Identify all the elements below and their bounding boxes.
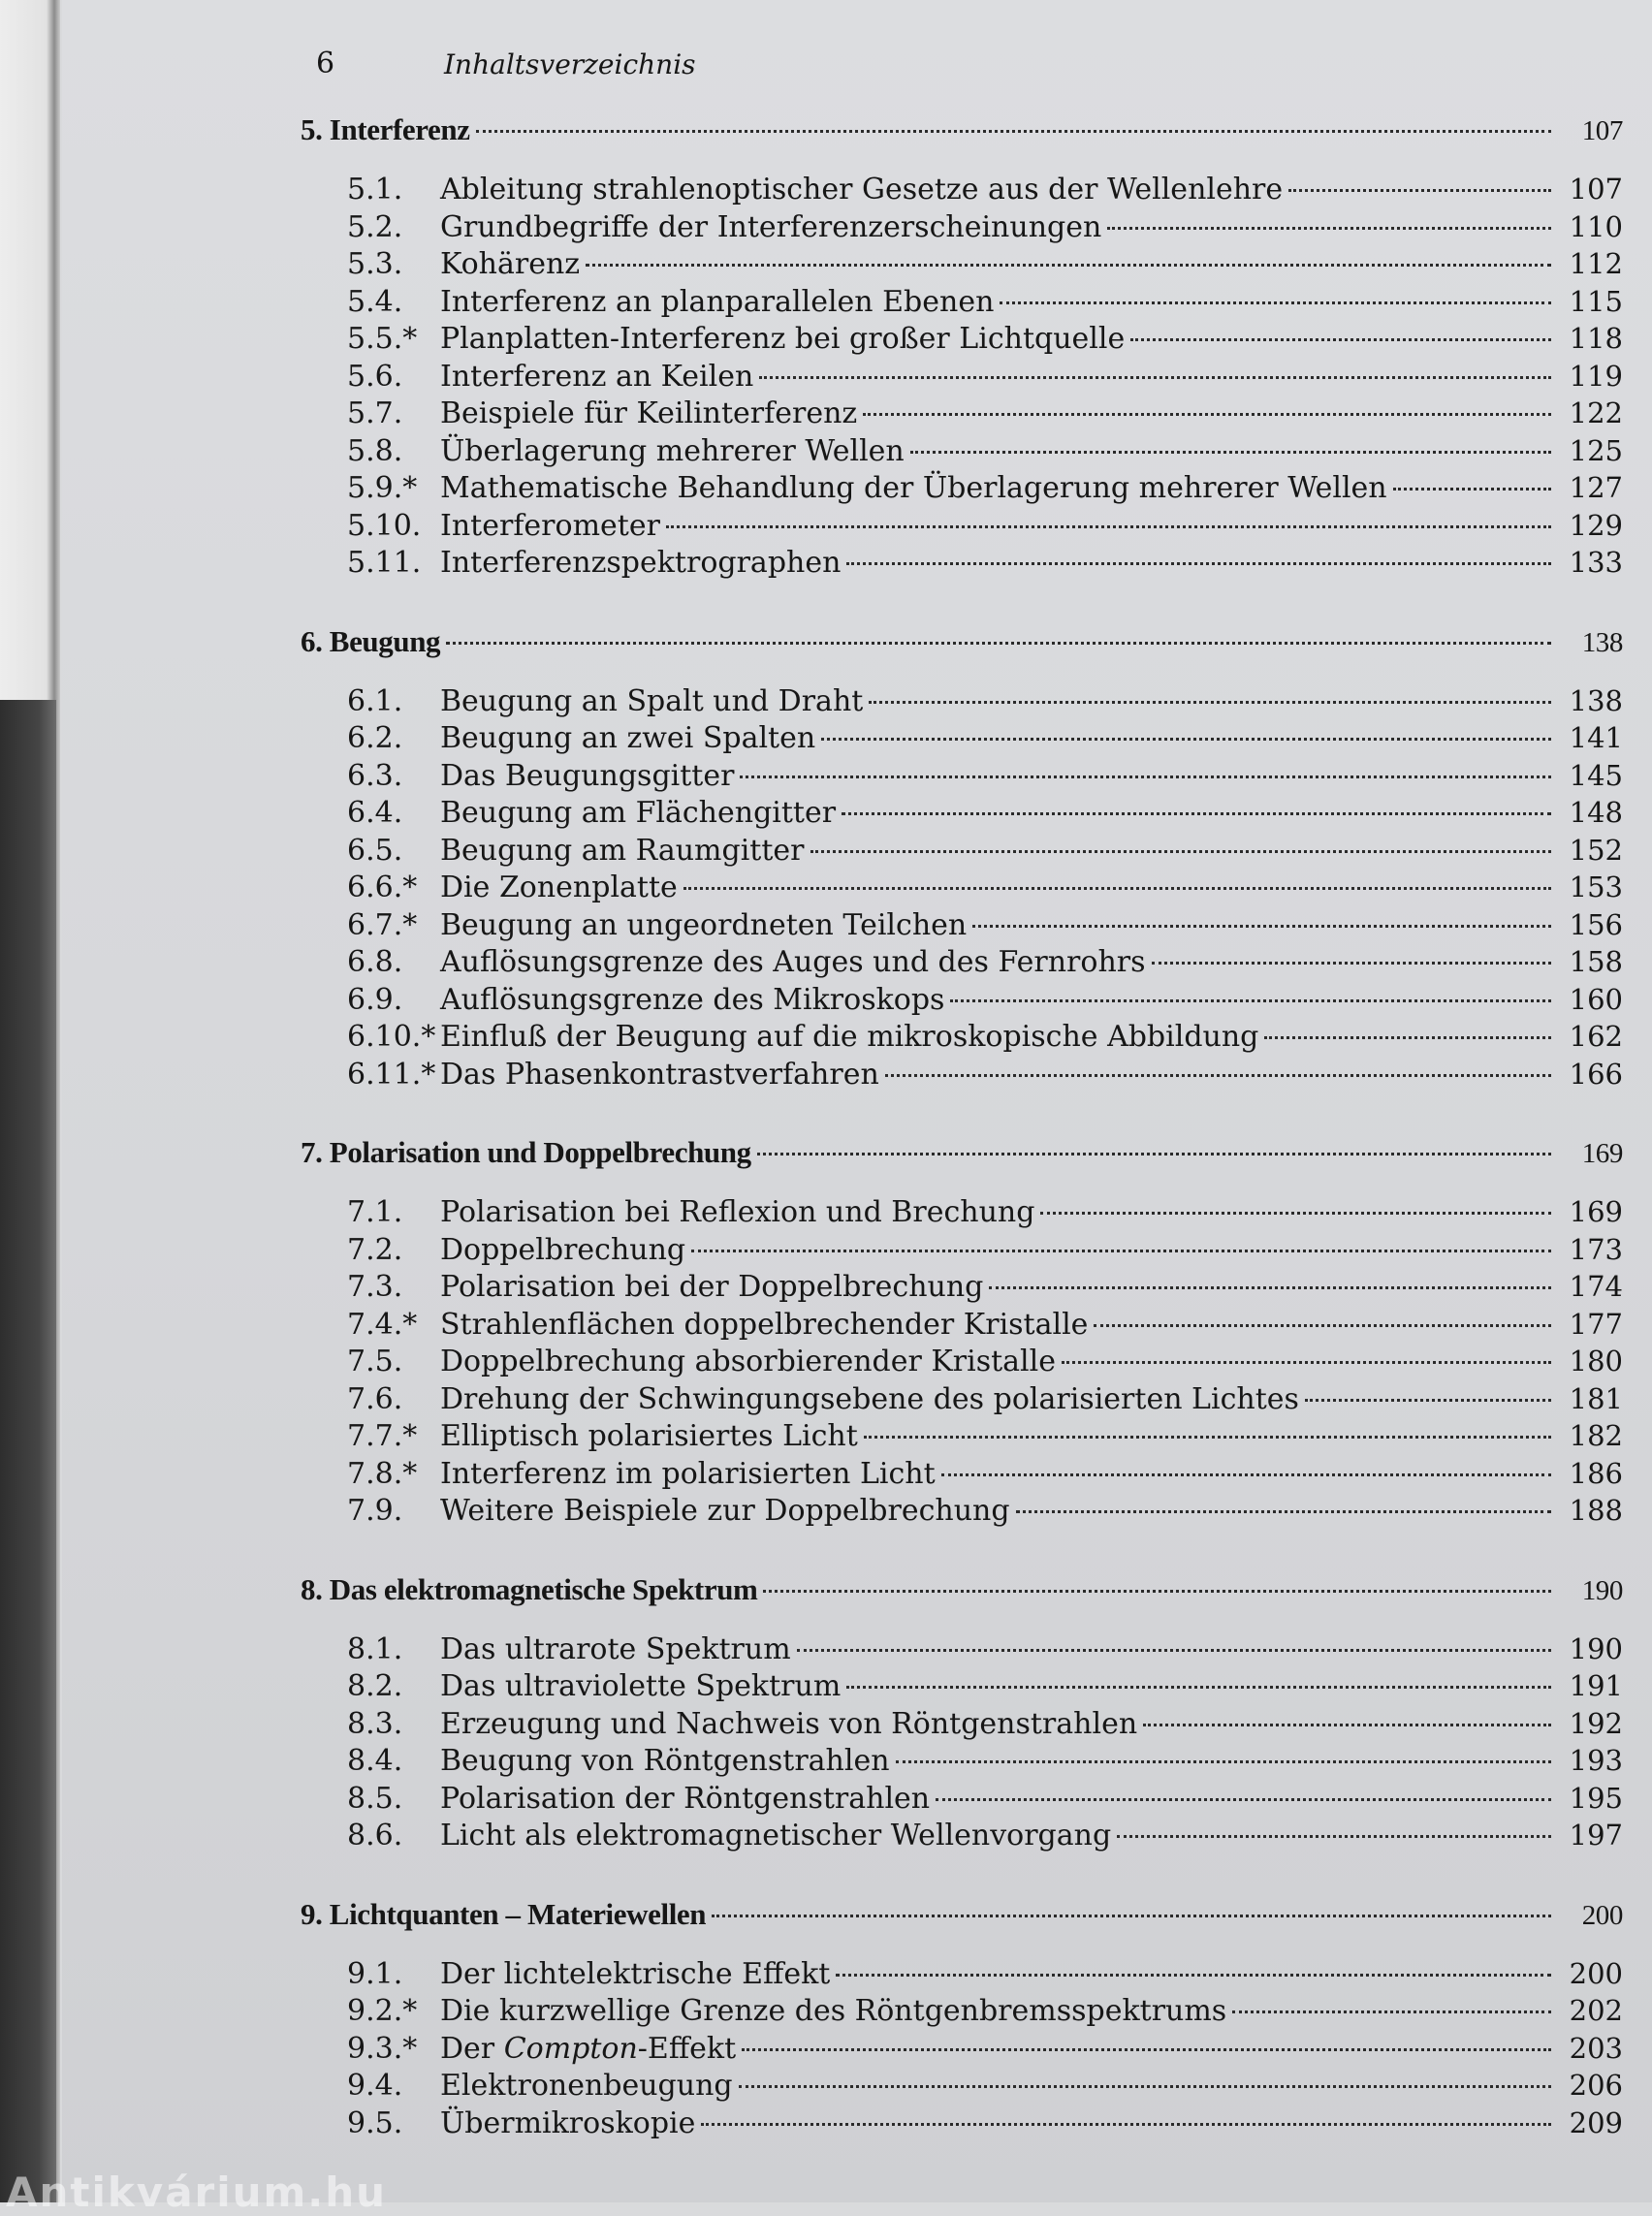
- section-number: 9.5.: [347, 2105, 403, 2140]
- dot-leader: [1393, 488, 1551, 491]
- section-page-number: 115: [1569, 284, 1623, 318]
- section-number: 8.1.: [347, 1631, 403, 1666]
- section-page-number: 160: [1569, 982, 1623, 1016]
- section-title: Überlagerung mehrerer Wellen: [440, 433, 905, 468]
- toc-entry: [301, 2069, 1623, 2106]
- section-title: Elektronenbeugung: [440, 2069, 733, 2103]
- section-page-number: 107: [1569, 173, 1623, 206]
- dot-leader: [941, 1473, 1551, 1476]
- dot-leader: [885, 1074, 1551, 1077]
- section-number: 9.3.*: [347, 2031, 418, 2066]
- section-number: 6.8.: [347, 945, 403, 979]
- dot-leader: [896, 1760, 1551, 1763]
- section-title: Erzeugung und Nachweis von Röntgenstrahlen: [440, 1706, 1138, 1741]
- section-page-number: 145: [1569, 758, 1623, 792]
- section-title: Das ultraviolette Spektrum: [440, 1669, 842, 1703]
- toc-entry: [301, 210, 1623, 248]
- dot-leader: [836, 1974, 1551, 1977]
- section-title: Das Beugungsgitter: [440, 758, 735, 793]
- section-page-number: 118: [1569, 322, 1623, 355]
- adjacent-page-shadow: [0, 700, 56, 2202]
- dot-leader: [1000, 301, 1551, 304]
- toc-entry: [301, 1270, 1623, 1308]
- section-number: 5.2.: [347, 209, 403, 244]
- section-page-number: 125: [1569, 433, 1623, 467]
- section-number: 5.1.: [347, 173, 403, 206]
- section-title: Elliptisch polarisiertes Licht: [440, 1419, 858, 1453]
- toc-entry: [301, 721, 1623, 759]
- section-title: Interferenz an Keilen: [440, 359, 754, 394]
- section-number: 5.4.: [347, 284, 403, 319]
- section-number: 6.6.*: [347, 871, 418, 904]
- toc-entry: [301, 1669, 1623, 1707]
- toc-entry: [301, 1744, 1623, 1782]
- toc-entry: [301, 322, 1623, 360]
- toc-entry: [301, 1382, 1623, 1420]
- section-number: 7.2.: [347, 1232, 403, 1267]
- section-title: Strahlenflächen doppelbrechender Kristalle: [440, 1307, 1089, 1342]
- dot-leader: [910, 451, 1551, 454]
- section-number: 6.2.: [347, 721, 403, 755]
- toc-entry: [301, 2106, 1623, 2144]
- section-title: Auflösungsgrenze des Mikroskops: [440, 982, 945, 1017]
- section-page-number: 153: [1569, 871, 1623, 903]
- toc-entry: [301, 1707, 1623, 1745]
- section-title: Beugung am Flächengitter: [440, 796, 837, 830]
- toc-entry: [301, 285, 1623, 323]
- section-title: Polarisation der Röntgenstrahlen: [440, 1781, 931, 1816]
- dot-leader: [1062, 1361, 1551, 1364]
- section-title: Doppelbrechung absorbierender Kristalle: [440, 1345, 1056, 1378]
- section-number: 5.10.: [347, 508, 422, 543]
- toc-entry: [301, 1457, 1623, 1495]
- section-page-number: 119: [1569, 359, 1623, 393]
- section-title: Einfluß der Beugung auf die mikroskopische Abbildung: [440, 1020, 1259, 1054]
- section-title: Der lichtelektrische Effekt: [440, 1956, 831, 1991]
- section-number: 6.5.: [347, 833, 403, 868]
- toc-entry: [301, 434, 1623, 472]
- chapter-page-number: 138: [1581, 626, 1623, 658]
- toc-entry: [301, 1020, 1623, 1058]
- chapter-page-number: 107: [1581, 115, 1623, 146]
- section-number: 6.1.: [347, 683, 403, 718]
- section-title: Interferometer: [440, 508, 660, 543]
- toc-entry: [301, 908, 1623, 946]
- section-title: Beugung an zwei Spalten: [440, 721, 816, 755]
- dot-leader: [763, 1590, 1551, 1593]
- section-page-number: 173: [1569, 1232, 1623, 1266]
- toc-entry: [301, 471, 1623, 509]
- section-title: Beugung an ungeordneten Teilchen: [440, 907, 968, 942]
- dot-leader: [1107, 227, 1551, 230]
- table-of-contents: [301, 112, 1623, 2143]
- section-title: Die kurzwellige Grenze des Röntgenbremsspektrums: [440, 1994, 1227, 2028]
- dot-leader: [972, 925, 1551, 928]
- section-page-number: 203: [1569, 2031, 1623, 2065]
- dot-leader: [476, 130, 1551, 133]
- section-title: Interferenzspektrographen: [440, 546, 842, 580]
- toc-entry: [301, 1494, 1623, 1532]
- dot-leader: [1117, 1835, 1551, 1838]
- section-number: 7.9.: [347, 1494, 403, 1528]
- section-page-number: 152: [1569, 833, 1623, 867]
- section-page-number: 206: [1569, 2069, 1623, 2102]
- toc-entry: [301, 1819, 1623, 1856]
- section-number: 5.9.*: [347, 471, 418, 505]
- dot-leader: [846, 562, 1551, 565]
- section-page-number: 166: [1569, 1057, 1623, 1091]
- dot-leader: [869, 701, 1551, 704]
- section-page-number: 129: [1569, 508, 1623, 542]
- section-title: Auflösungsgrenze des Auges und des Fernrohrs: [440, 945, 1146, 979]
- section-title: Der Compton-Effekt: [440, 2031, 737, 2066]
- section-number: 7.4.*: [347, 1307, 418, 1342]
- chapter-title: 8. Das elektromagnetische Spektrum: [301, 1571, 758, 1606]
- toc-entry: [301, 759, 1623, 797]
- section-page-number: 209: [1569, 2105, 1623, 2139]
- section-number: 7.3.: [347, 1270, 403, 1304]
- section-title: Planplatten-Interferenz bei großer Lichtquelle: [440, 322, 1126, 356]
- section-page-number: 193: [1569, 1744, 1623, 1777]
- section-title: Übermikroskopie: [440, 2105, 696, 2140]
- section-page-number: 162: [1569, 1020, 1623, 1053]
- section-page-number: 197: [1569, 1819, 1623, 1852]
- section-title: Beugung von Röntgenstrahlen: [440, 1744, 890, 1778]
- chapter-title: 6. Beugung: [301, 623, 441, 658]
- toc-entry: [301, 684, 1623, 722]
- section-page-number: 141: [1569, 721, 1623, 754]
- section-page-number: 182: [1569, 1419, 1623, 1452]
- toc-entry: [301, 546, 1623, 584]
- chapter-page-number: 190: [1581, 1574, 1623, 1606]
- section-title: Die Zonenplatte: [440, 871, 678, 904]
- section-number: 7.8.*: [347, 1456, 418, 1491]
- section-number: 7.5.: [347, 1345, 403, 1378]
- toc-entry: [301, 1058, 1623, 1095]
- section-number: 5.8.: [347, 433, 403, 468]
- toc-entry: [301, 1994, 1623, 2032]
- dot-leader: [1094, 1324, 1551, 1327]
- dot-leader: [989, 1286, 1551, 1289]
- section-page-number: 122: [1569, 396, 1623, 429]
- toc-entry: [301, 173, 1623, 210]
- dot-leader: [691, 1250, 1551, 1252]
- section-number: 7.7.*: [347, 1419, 418, 1453]
- section-number: 6.7.*: [347, 907, 418, 942]
- toc-entry: [301, 983, 1623, 1021]
- section-page-number: 156: [1569, 907, 1623, 941]
- chapter-heading: [301, 1897, 1623, 1934]
- section-page-number: 191: [1569, 1669, 1623, 1702]
- section-title: Interferenz an planparallelen Ebenen: [440, 284, 995, 319]
- section-title: Das ultrarote Spektrum: [440, 1631, 791, 1666]
- chapter-heading: [301, 1135, 1623, 1172]
- page-number: 6: [316, 47, 335, 80]
- chapter-title: 7. Polarisation und Doppelbrechung: [301, 1135, 751, 1169]
- section-title: Mathematische Behandlung der Überlagerung mehrerer Wellen: [440, 471, 1387, 505]
- chapter-page-number: 169: [1581, 1138, 1623, 1169]
- section-page-number: 177: [1569, 1307, 1623, 1341]
- section-number: 8.3.: [347, 1706, 403, 1741]
- section-page-number: 133: [1569, 546, 1623, 579]
- section-number: 5.6.: [347, 359, 403, 394]
- chapter-title: 5. Interferenz: [301, 112, 470, 146]
- toc-entry: [301, 509, 1623, 547]
- toc-entry: [301, 945, 1623, 983]
- dot-leader: [739, 2085, 1551, 2088]
- section-title: Interferenz im polarisierten Licht: [440, 1456, 936, 1491]
- dot-leader: [586, 264, 1551, 267]
- section-page-number: 112: [1569, 247, 1623, 280]
- section-page-number: 195: [1569, 1781, 1623, 1815]
- section-title: Polarisation bei Reflexion und Brechung: [440, 1195, 1035, 1229]
- dot-leader: [797, 1649, 1551, 1652]
- section-number: 5.5.*: [347, 322, 418, 356]
- toc-entry: [301, 1782, 1623, 1820]
- section-page-number: 148: [1569, 796, 1623, 829]
- toc-entry: [301, 871, 1623, 908]
- dot-leader: [446, 642, 1551, 645]
- dot-leader: [1040, 1212, 1551, 1215]
- section-page-number: 180: [1569, 1345, 1623, 1377]
- section-title: Grundbegriffe der Interferenzerscheinungen: [440, 209, 1102, 244]
- section-page-number: 200: [1569, 1956, 1623, 1990]
- section-title: Licht als elektromagnetischer Wellenvorgang: [440, 1819, 1112, 1852]
- section-number: 8.4.: [347, 1744, 403, 1778]
- section-number: 9.4.: [347, 2069, 403, 2103]
- dot-leader: [1232, 2010, 1551, 2013]
- section-number: 6.9.: [347, 982, 403, 1017]
- dot-leader: [759, 376, 1551, 379]
- section-number: 8.5.: [347, 1781, 403, 1816]
- dot-leader: [757, 1153, 1551, 1155]
- running-title: Inhaltsverzeichnis: [444, 48, 696, 80]
- toc-entry: [301, 1308, 1623, 1345]
- section-title: Beugung an Spalt und Draht: [440, 683, 864, 718]
- section-title: Drehung der Schwingungsebene des polarisierten Lichtes: [440, 1381, 1299, 1416]
- dot-leader: [701, 2123, 1551, 2126]
- section-title: Ableitung strahlenoptischer Gesetze aus der Wellenlehre: [440, 173, 1284, 206]
- section-title: Das Phasenkontrastverfahren: [440, 1057, 879, 1092]
- section-page-number: 190: [1569, 1631, 1623, 1665]
- chapter-title: 9. Lichtquanten – Materiewellen: [301, 1896, 707, 1931]
- dot-leader: [864, 1436, 1551, 1439]
- toc-entry: [301, 1345, 1623, 1382]
- section-number: 8.6.: [347, 1819, 403, 1852]
- section-title: Beispiele für Keilinterferenz: [440, 396, 858, 430]
- toc-entry: [301, 1233, 1623, 1271]
- section-number: 9.1.: [347, 1956, 403, 1991]
- section-number: 8.2.: [347, 1669, 403, 1703]
- dot-leader: [712, 1915, 1551, 1917]
- section-number: 7.6.: [347, 1381, 403, 1416]
- section-number: 6.11.*: [347, 1057, 436, 1092]
- book-page: [62, 0, 1652, 2202]
- toc-entry: [301, 834, 1623, 871]
- toc-entry: [301, 396, 1623, 434]
- section-number: 6.3.: [347, 758, 403, 793]
- section-page-number: 174: [1569, 1270, 1623, 1303]
- toc-entry: [301, 1632, 1623, 1670]
- toc-entry: [301, 796, 1623, 834]
- section-number: 5.3.: [347, 247, 403, 281]
- dot-leader: [666, 525, 1551, 528]
- section-page-number: 110: [1569, 209, 1623, 243]
- watermark-text: Antikvárium.hu: [6, 2169, 388, 2216]
- section-page-number: 188: [1569, 1494, 1623, 1527]
- toc-entry: [301, 1419, 1623, 1457]
- toc-entry: [301, 247, 1623, 285]
- section-page-number: 158: [1569, 945, 1623, 978]
- chapter-page-number: 200: [1581, 1899, 1623, 1931]
- section-number: 7.1.: [347, 1195, 403, 1229]
- toc-entry: [301, 2032, 1623, 2070]
- section-title: Weitere Beispiele zur Doppelbrechung: [440, 1494, 1010, 1528]
- dot-leader: [1288, 189, 1551, 192]
- section-title: Kohärenz: [440, 247, 581, 281]
- section-number: 9.2.*: [347, 1994, 418, 2028]
- dot-leader: [936, 1798, 1551, 1801]
- section-title: Polarisation bei der Doppelbrechung: [440, 1270, 984, 1304]
- toc-entry: [301, 360, 1623, 397]
- section-page-number: 138: [1569, 683, 1623, 717]
- chapter-heading: [301, 624, 1623, 661]
- section-number: 6.4.: [347, 796, 403, 830]
- dot-leader: [1305, 1399, 1551, 1402]
- chapter-heading: [301, 1572, 1623, 1609]
- dot-leader: [1152, 962, 1552, 965]
- dot-leader: [950, 999, 1551, 1002]
- dot-leader: [1130, 338, 1551, 341]
- section-number: 6.10.*: [347, 1020, 436, 1054]
- section-page-number: 169: [1569, 1195, 1623, 1228]
- chapter-heading: [301, 112, 1623, 149]
- dot-leader: [683, 887, 1551, 890]
- section-page-number: 192: [1569, 1706, 1623, 1740]
- section-page-number: 127: [1569, 471, 1623, 504]
- section-page-number: 202: [1569, 1994, 1623, 2027]
- section-number: 5.11.: [347, 546, 422, 580]
- dot-leader: [863, 413, 1551, 416]
- dot-leader: [1016, 1510, 1551, 1513]
- section-number: 5.7.: [347, 396, 403, 430]
- dot-leader: [1264, 1036, 1551, 1039]
- section-title: Doppelbrechung: [440, 1232, 686, 1267]
- toc-entry: [301, 1957, 1623, 1995]
- toc-entry: [301, 1195, 1623, 1233]
- section-page-number: 181: [1569, 1381, 1623, 1415]
- section-title: Beugung am Raumgitter: [440, 833, 805, 868]
- dot-leader: [1143, 1724, 1551, 1726]
- dot-leader: [742, 2048, 1551, 2051]
- dot-leader: [842, 812, 1551, 815]
- dot-leader: [846, 1686, 1551, 1689]
- section-page-number: 186: [1569, 1456, 1623, 1490]
- dot-leader: [821, 738, 1551, 741]
- dot-leader: [740, 776, 1551, 778]
- dot-leader: [810, 850, 1551, 853]
